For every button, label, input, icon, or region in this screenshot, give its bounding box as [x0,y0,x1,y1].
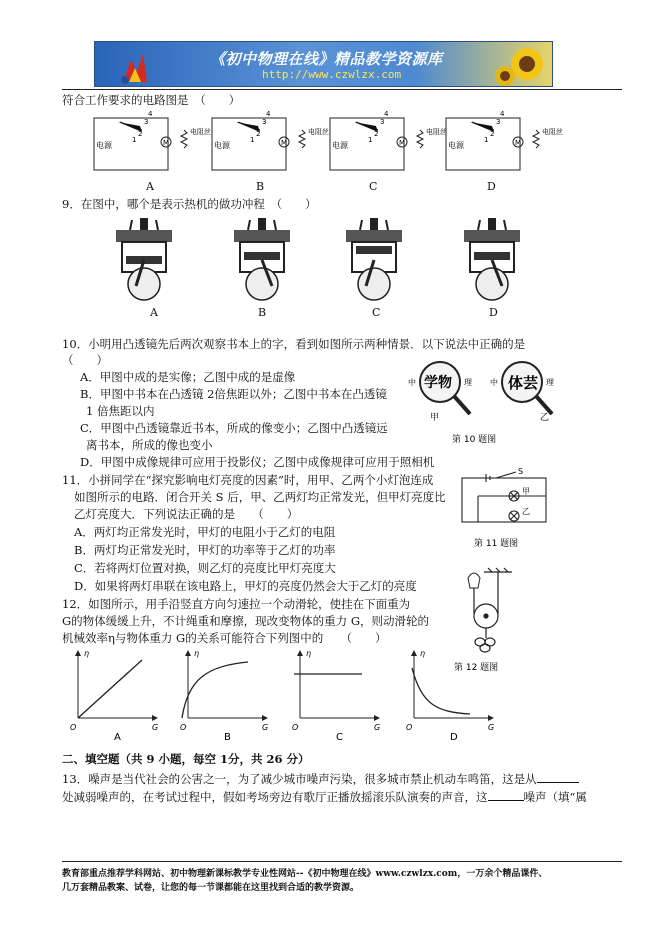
q11-circuit-figure [456,464,556,550]
graph-d [406,649,494,743]
contact-label: 1 [368,136,373,144]
graph-y-label: η [306,649,312,658]
q10-option-c: C．甲图中凸透镜靠近书本，所成的像变小；乙图中凸透镜远 [80,421,388,435]
q9-option-a: A [150,306,158,319]
site-url[interactable]: http://www.czwlzx.com [262,68,402,81]
engine-b-icon [234,218,290,300]
motor-label: M [515,139,522,147]
graph-y-label: η [420,649,426,658]
q12-stem-line1: 12．如图所示，用手沿竖直方向匀速拉一个动滑轮，使挂在下面重为 [62,597,411,611]
q10-yi-right-char: 理 [546,378,554,387]
graph-origin-label: O [292,723,299,732]
contact-label: 1 [132,136,137,144]
resistor-icon [181,130,187,148]
q10-jia-left-char: 中 [408,378,416,387]
power-label: 电源 [96,141,112,150]
q13-line2b-text: 噪声（填“属 [523,790,587,804]
q8-circuit-c [330,110,447,170]
q13-blank-2[interactable] [488,790,524,801]
site-title: 《初中物理在线》精品教学资源库 [210,50,443,68]
q8-circuit-d [446,110,563,170]
q10-option-b-cont: 1 倍焦距以内 [86,404,155,418]
switch-icon [496,472,516,478]
graph-option-label: B [224,732,231,743]
contact-label: 2 [374,130,379,138]
resistor-label: 电阻丝 [308,128,329,136]
q11-figure-caption: 第 11 题图 [474,539,519,549]
q10-option-a: A．甲图中成的是实像；乙图中成的是虚像 [80,370,296,384]
q11-option-a: A．两灯均正常发光时，甲灯的电阻小于乙灯的电阻 [74,525,336,539]
power-label: 电源 [332,141,348,150]
graph-origin-label: O [406,723,413,732]
q11-option-d: D．如果将两灯串联在该电路上，甲灯的亮度仍然会大于乙灯的亮度 [74,579,417,593]
q12-stem-line3: 机械效率η与物体重力 G的关系可能符合下列图中的 （ ） [62,631,387,645]
contact-label: 2 [490,130,495,138]
engine-a-icon [116,218,172,300]
q13-line2 [62,789,587,805]
q10-lens-figure [400,358,600,448]
contact-label: 2 [256,130,261,138]
graph-option-label: A [114,732,121,743]
resistor-icon [533,130,539,148]
q9-engine-figure [108,216,548,306]
contact-label: 2 [138,130,143,138]
graph-curve [78,660,142,718]
q8-circuit-b [212,110,329,170]
footer-divider [62,861,622,862]
motor-label: M [163,139,170,147]
graph-origin-label: O [180,723,187,732]
q10-jia-right-char: 理 [464,378,472,387]
q11-jia-label: 甲 [522,487,530,496]
contact-label: 1 [484,136,489,144]
footer-line1: 教育部重点推荐学科网站、初中物理新课标教学专业性网站--《初中物理在线》www.czwlzx.com，一万余个精品课件、 [62,869,548,879]
contact-label: 4 [266,110,271,118]
resistor-label: 电阻丝 [190,128,211,136]
q12-figure-caption: 第 12 题图 [454,663,499,673]
q10-yi-label: 乙 [540,413,550,423]
q8-circuit-a [94,110,211,170]
resistor-icon [417,130,423,148]
graph-b [180,649,268,743]
q10-figure-caption: 第 10 题图 [452,435,497,445]
footer-line2: 几万套精品教案、试卷，让您的每一节课都能在这里找到合适的教学资源。 [62,883,360,893]
contact-label: 4 [148,110,153,118]
q11-stem-line3: 乙灯亮度大．下列说法正确的是 （ ） [74,507,299,521]
q9-option-b: B [258,306,267,319]
q10-option-d: D．甲图中成像规律可应用于投影仪；乙图中成像规律可应用于照相机 [80,455,435,469]
resistor-label: 电阻丝 [426,128,447,136]
resistor-label: 电阻丝 [542,128,563,136]
motor-label: M [399,139,406,147]
q8-option-d: D [487,180,496,193]
q8-circuit-figure [88,108,563,188]
q9-option-c: C [372,306,381,319]
q11-stem-line2: 如图所示的电路．闭合开关 S 后，甲、乙两灯均正常发光，但甲灯亮度比 [74,490,446,504]
q10-jia-text: 学物 [424,375,452,391]
contact-label: 1 [250,136,255,144]
q10-stem-line1: 10．小明用凸透镜先后两次观察书本上的字，看到如图所示两种情景．以下说法中正确的是 [62,337,526,351]
graph-y-label: η [84,649,90,658]
header-divider [62,89,622,90]
contact-label: 4 [384,110,389,118]
contact-label: 3 [496,118,501,126]
q10-jia-label: 甲 [430,413,440,423]
q8-circuit-template [94,110,563,170]
motor-label: M [281,139,288,147]
contact-label: 3 [380,118,385,126]
graph-origin-label: O [70,723,77,732]
graph-curve [412,668,470,714]
power-label: 电源 [214,141,230,150]
q11-option-c: C．若将两灯位置对换，则乙灯的亮度比甲灯亮度大 [74,561,336,575]
graph-curve [182,662,248,718]
q13-line1 [62,771,579,787]
q12-stem-line2: G的物体缓缓上升，不计绳重和摩擦，现改变物体的重力 G，则动滑轮的 [62,614,430,628]
contact-label: 4 [500,110,505,118]
graph-y-label: η [194,649,200,658]
graph-option-label: C [336,732,343,743]
q8-option-a: A [146,180,154,193]
section-heading: 二、填空题（共 9 小题，每空 1分，共 26 分） [62,752,310,766]
graph-x-label: G [152,723,159,732]
q9-option-d: D [489,306,498,319]
q13-blank-1[interactable] [537,772,579,783]
q10-stem-line2: （ ） [62,353,108,367]
q13-line1-text: 13．噪声是当代社会的公害之一，为了减少城市噪声污染，很多城市禁止机动车鸣笛，这是从 [62,772,537,786]
graph-option-label: D [450,732,458,743]
contact-label: 3 [262,118,267,126]
graph-x-label: G [374,723,381,732]
q8-option-b: B [256,180,265,193]
hand-icon [468,573,480,588]
q11-switch-label: S [518,467,524,476]
resistor-icon [299,130,305,148]
q8-stem: 符合工作要求的电路图是 （ ） [62,93,241,107]
graph-c [292,649,380,743]
contact-label: 3 [144,118,149,126]
q13-line2a-text: 处减弱噪声的，在考试过程中，假如考场旁边有歌厅正播放摇滚乐队演奏的声音，这 [62,790,488,804]
q10-option-b: B．甲图中书本在凸透镜 2倍焦距以外；乙图中书本在凸透镜 [80,387,387,401]
q11-option-b: B．两灯均正常发光时，甲灯的功率等于乙灯的功率 [74,543,336,557]
engine-d-icon [464,218,520,300]
graph-x-label: G [488,723,495,732]
q10-option-c-cont: 离书本，所成的像也变小 [86,438,213,452]
q9-stem: 9．在图中，哪个是表示热机的做功冲程 （ ） [62,197,317,211]
q11-stem-line1: 11．小拼同学在“探究影响电灯亮度的因素”时，用甲、乙两个小灯泡连成 [62,473,434,487]
q11-yi-label: 乙 [522,507,530,516]
graph-x-label: G [262,723,269,732]
engine-c-icon [346,218,402,300]
q12-graph-options [58,648,498,742]
q10-yi-text: 体芸 [508,374,539,392]
graph-a [70,649,158,743]
logo-icon [121,54,147,84]
power-label: 电源 [448,141,464,150]
q10-yi-left-char: 中 [490,378,498,387]
engine-diagrams [116,218,520,300]
q8-option-c: C [369,180,378,193]
sunflower-icon [495,48,543,86]
